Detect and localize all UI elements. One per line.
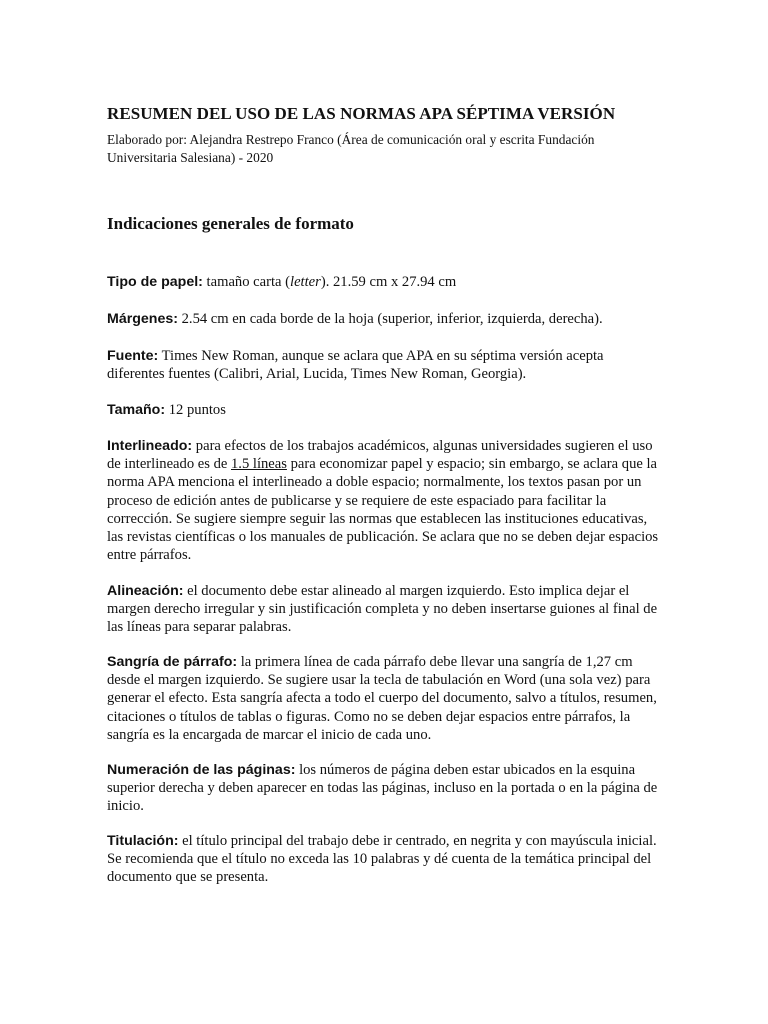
paragraph-paper-type [107,273,659,291]
paragraph-text: ). 21.59 cm x 27.94 cm [320,274,457,290]
paragraph-titles [107,832,659,887]
paragraph-text: 12 puntos [165,402,226,418]
paragraph-text: los números de página deben estar ubicados en la esquina superior derecha y deben aparecer en todas las páginas, incluso en la portada o en la página de inicio. [107,762,658,815]
paragraph-label: Interlineado: [107,438,193,454]
paragraph-text: para economizar papel y espacio; sin embargo, se aclara que la norma APA menciona el interlineado a doble espacio; normalmente, los textos pasan por un proceso de edición antes de publicarse y se requiere de este espaciado para facilitar la corrección. Se sugiere siempre seguir las normas que establecen las instituciones educativas, las revistas científicas o los manuales de publicación. Se aclara que no se deben dejar espacios entre párrafos. [107,456,659,564]
paragraph-text: tamaño carta ( [202,274,291,290]
paragraph-page-numbering [107,761,659,816]
paragraph-size [107,401,659,419]
author-line: Elaborado por: Alejandra Restrepo Franco (Área de comunicación oral y escrita Fundación Universitaria Salesiana) - 2020 [107,132,595,165]
paragraph-text: para efectos de los trabajos académicos, algunas universidades sugieren el uso de interlineado es de [107,438,653,473]
paragraph-text: Times New Roman, aunque se aclara que APA en su séptima versión acepta diferentes fuentes (Calibri, Arial, Lucida, Times New Roman, Georgia). [107,348,604,383]
paragraph-label: Sangría de párrafo: [107,654,238,670]
section-heading: Indicaciones generales de formato [107,214,354,233]
paragraph-text: 2.54 cm en cada borde de la hoja (superior, inferior, izquierda, derecha). [177,311,603,327]
paragraph-font [107,347,659,383]
paragraph-label: Titulación: [107,833,179,849]
document-title: RESUMEN DEL USO DE LAS NORMAS APA SÉPTIMA VERSIÓN [107,104,616,123]
paragraph-indent [107,653,659,744]
paragraph-margins [107,310,659,328]
paragraph-label: Tamaño: [107,402,166,418]
paragraph-text: el documento debe estar alineado al margen izquierdo. Esto implica dejar el margen derecho irregular y sin justificación completa y no deben insertarse guiones al final de las líneas para separar palabras. [107,583,658,636]
paragraph-label: Tipo de papel: [107,274,203,290]
paragraph-label: Numeración de las páginas: [107,762,296,778]
paragraph-text: el título principal del trabajo debe ir centrado, en negrita y con mayúscula inicial. Se recomienda que el título no exceda las 10 palabras y dé cuenta de la temática principal del documento que se presenta. [107,833,657,886]
paragraph-text: la primera línea de cada párrafo debe llevar una sangría de 1,27 cm desde el margen izquierdo. Se sugiere usar la tecla de tabulación en Word (una sola vez) para generar el efecto. Esta sangría afecta a todo el cuerpo del documento, salvo a títulos, resumen, citaciones o títulos de tablas o figuras. Como no se deben dejar espacios entre párrafos, la sangría es la encargada de marcar el inicio de cada uno. [107,654,657,743]
paragraph-spacing [107,437,659,564]
paragraph-label: Alineación: [107,583,184,599]
paragraph-label: Márgenes: [107,311,178,327]
paragraph-label: Fuente: [107,348,159,364]
paragraph-italic-text: letter [290,274,321,290]
paragraph-alignment [107,582,659,637]
paragraph-underlined-text: 1.5 líneas [231,456,287,473]
